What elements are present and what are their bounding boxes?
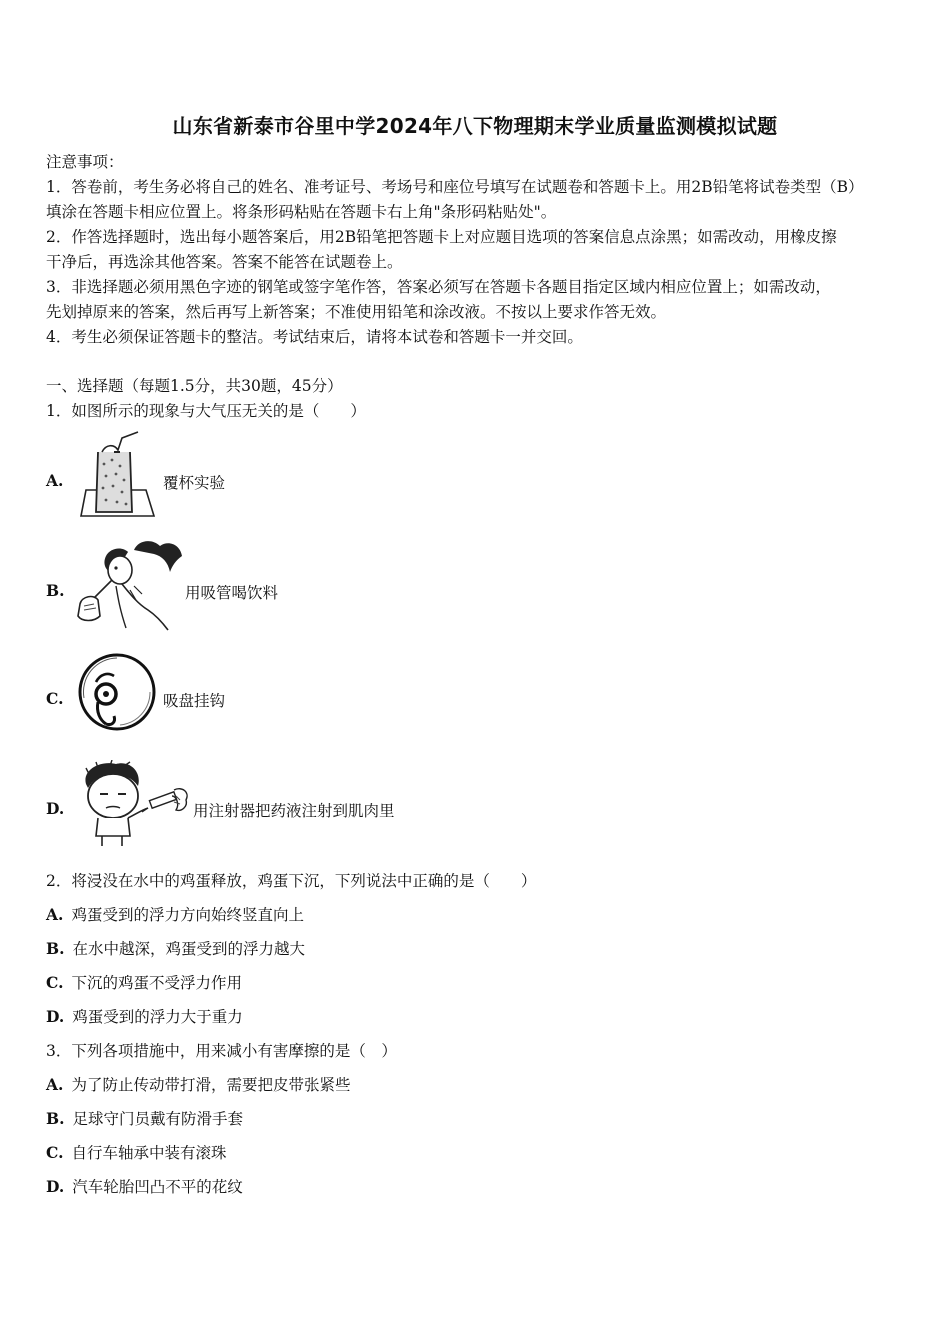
- option-letter: B.: [46, 1109, 65, 1128]
- q2-option-b: [46, 937, 305, 959]
- option-text: 下沉的鸡蛋不受浮力作用: [71, 974, 242, 992]
- option-text: 吸盘挂钩: [163, 692, 226, 710]
- option-text: 汽车轮胎凹凸不平的花纹: [72, 1178, 243, 1196]
- notes-line: 先划掉原来的答案，然后再写上新答案；不准使用铅笔和涂改液。不按以上要求作答无效。: [46, 303, 667, 321]
- option-text: 覆杯实验: [163, 474, 226, 492]
- option-letter: D.: [46, 1007, 65, 1026]
- q2-option-c: [46, 971, 242, 993]
- option-text: 用吸管喝饮料: [185, 584, 279, 602]
- suction-hook-icon: [76, 652, 160, 736]
- option-letter: B.: [46, 939, 65, 958]
- q3-option-c: [46, 1141, 226, 1163]
- notes: [46, 150, 908, 350]
- notes-line: 3．非选择题必须用黑色字迹的钢笔或签字笔作答，答案必须写在答题卡各题目指定区域内相应位置上；如需改动，: [46, 278, 831, 296]
- notes-line: 2．作答选择题时，选出每小题答案后，用2B铅笔把答题卡上对应题目选项的答案信息点涂黑；如需改动，用橡皮擦: [46, 228, 837, 246]
- q3-option-a: [46, 1073, 350, 1095]
- option-letter: D.: [46, 799, 65, 818]
- q1-option-a: [46, 430, 446, 530]
- option-text: 鸡蛋受到的浮力大于重力: [72, 1008, 243, 1026]
- girl-drinking-straw-icon: [76, 538, 186, 633]
- section-heading: 一、选择题（每题1.5分，共30题，45分）: [46, 377, 343, 395]
- q1-option-d: [46, 760, 506, 860]
- option-letter: B.: [46, 581, 65, 600]
- option-letter: A.: [46, 905, 64, 924]
- notes-line: 4．考生必须保证答题卡的整洁。考试结束后，请将本试卷和答题卡一并交回。: [46, 328, 583, 346]
- option-letter: A.: [46, 1075, 64, 1094]
- option-text: 鸡蛋受到的浮力方向始终竖直向上: [71, 906, 304, 924]
- q1-option-c: [46, 652, 446, 752]
- q3-option-d: [46, 1175, 243, 1197]
- option-letter: C.: [46, 973, 64, 992]
- cup-experiment-icon: [76, 430, 156, 520]
- notes-line: 1．答卷前，考生务必将自己的姓名、准考证号、考场号和座位号填写在试题卷和答题卡上。用2B铅笔将试卷类型（B）: [46, 178, 864, 196]
- q3-option-b: [46, 1107, 243, 1129]
- boy-injection-icon: [76, 760, 192, 848]
- q3-stem: 3．下列各项措施中，用来减小有害摩擦的是（ ）: [46, 1042, 397, 1060]
- q2-option-d: [46, 1005, 243, 1027]
- option-text: 足球守门员戴有防滑手套: [72, 1110, 244, 1128]
- notes-heading: 注意事项：: [46, 153, 124, 171]
- q2-stem: 2．将浸没在水中的鸡蛋释放，鸡蛋下沉，下列说法中正确的是（ ）: [46, 872, 537, 890]
- option-text: 为了防止传动带打滑，需要把皮带张紧些: [71, 1076, 351, 1094]
- page-title: 山东省新泰市谷里中学2024年八下物理期末学业质量监测模拟试题: [172, 114, 778, 138]
- option-letter: D.: [46, 1177, 65, 1196]
- notes-line: 干净后，再选涂其他答案。答案不能答在试题卷上。: [46, 253, 403, 271]
- option-letter: C.: [46, 1143, 64, 1162]
- q1-option-b: [46, 538, 446, 638]
- q2-option-a: [46, 903, 304, 925]
- option-letter: A.: [46, 471, 64, 490]
- option-letter: C.: [46, 689, 64, 708]
- q1-stem: 1．如图所示的现象与大气压无关的是（ ）: [46, 402, 366, 420]
- option-text: 在水中越深，鸡蛋受到的浮力越大: [72, 940, 306, 958]
- option-text: 用注射器把药液注射到肌肉里: [193, 802, 395, 820]
- notes-line: 填涂在答题卡相应位置上。将条形码粘贴在答题卡右上角"条形码粘贴处"。: [46, 203, 557, 221]
- option-text: 自行车轴承中装有滚珠: [71, 1144, 227, 1162]
